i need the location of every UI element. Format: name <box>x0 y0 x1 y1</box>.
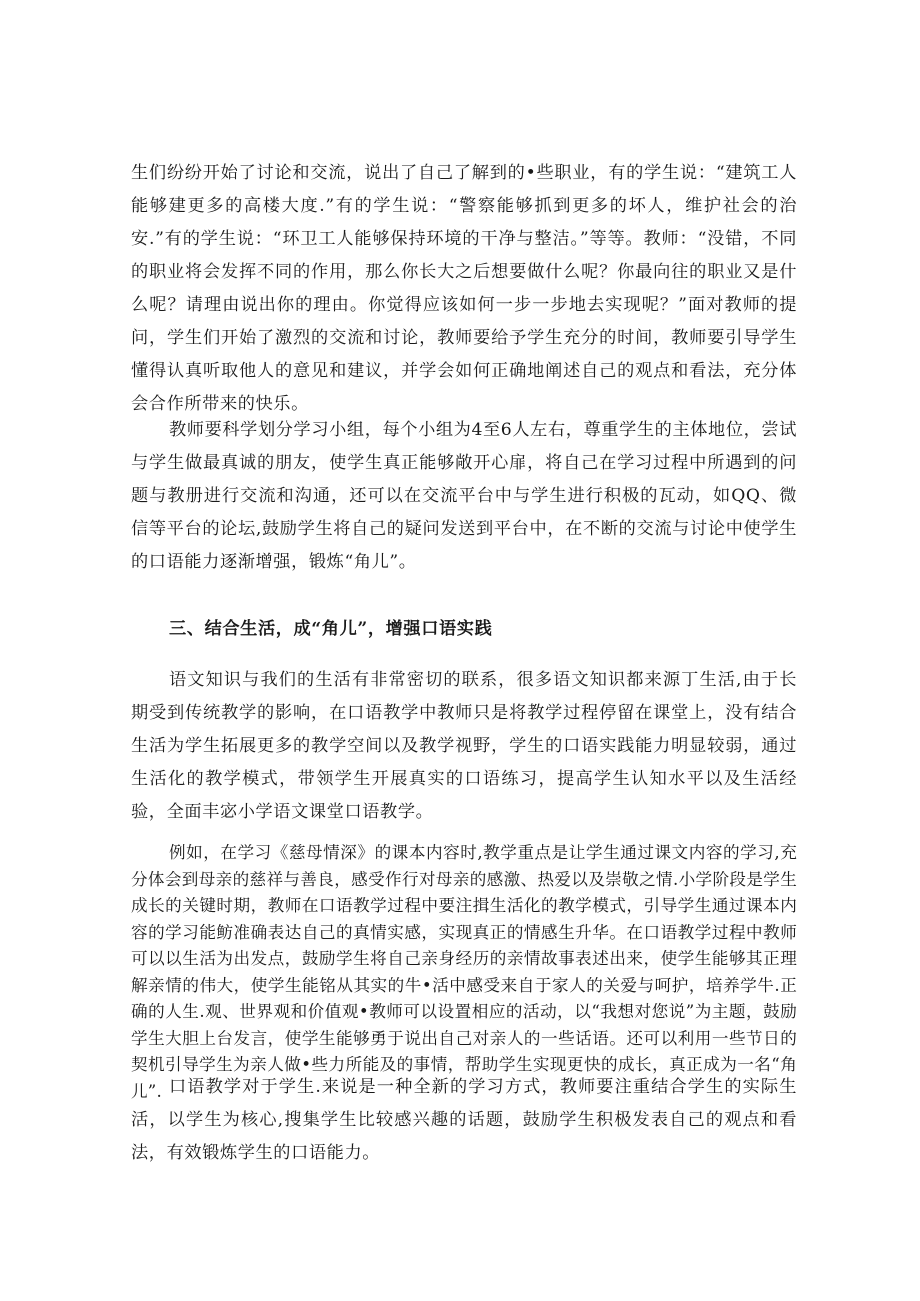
paragraph-example-lesson: 例如，在学习《慈母情深》的课本内容时,教学重点是让学生通过课文内容的学习,充分体会到母亲的慈祥与善良，感受作行对母亲的感激、热爱以及崇敬之情.小学阶段是学生成长的关键时期，教师在口语教学过程中要注揖生活化的教学模式，引导学生通过课本内容的学习能鲂准确表达自己的真情实感，实现真正的情感生升华。在口语教学过程中教师可以以生活为出发点，鼓励学生将自己亲身经历的亲情故事表述出来，使学生能够其正理解亲情的伟大，使学生能铭从其实的牛•活中感受来自于家人的关爱与呵护，培养学牛.正确的人生.观、世界观和价值观•教师可以设置相应的活动，以“我想对您说”为主题，鼓励学生大胆上台发言，使学生能够勇于说出自己对亲人的一些话语。还可以利用一些节日的契机引导学生为亲人做•些力所能及的事情，帮助学生实现更快的成长，真正成为一名“角儿”. <box>131 843 797 1101</box>
paragraph-career-discussion: 生们纷纷开始了讨论和交流，说出了自己了解到的•些职业，有的学生说：“建筑工人能够建更多的高楼大度.”有的学生说：“警察能够抓到更多的坏人，维护社会的治安.”有的学生说：“环卫工人能够保持环境的干净与整洁。”等等。教师：“没错，不同的职业将会发挥不同的作用，那么你长大之后想要做什么呢？你最向往的职业又是什么呢？请理由说出你的理由。你觉得应该如何一步一步地去实现呢？”面对教师的提问，学生们开始了激烈的交流和讨论，教师要给予学生充分的时间，教师要引导学生懂得认真听取他人的意见和建议，并学会如何正确地阐述自己的观点和看法，充分体会合作所带来的快乐。 <box>131 163 797 414</box>
section-heading: 三、结合生活，成“角儿”，增强口语实践 <box>169 619 493 639</box>
paragraph-study-groups: 教师要科学划分学习小组，每个小组为4至6人左右，尊重学生的主体地位，尝试与学生做最真诚的朋友，使学生真正能够敞开心扉，将自己在学习过程中所遇到的问题与教册进行交流和沟通，还可以在交流平台中与学生进行积极的瓦动，如QQ、微信等平台的论坛,鼓励学生将自己的疑问发送到平台中，在不断的交流与讨论中使学生的口语能力逐渐增强，锻炼“角儿”。 <box>131 420 797 572</box>
paragraph-life-connection: 语文知识与我们的生活有非常密切的联系，很多语文知识都来源丁生活,由于长期受到传统教学的影响，在口语教学中教师只是将教学过程停留在课堂上，没有结合生活为学生拓展更多的教学空间以及教学视野，学生的口语实践能力明显较弱，通过生活化的教学模式，带领学生开展真实的口语练习，提高学生认知水平以及生活经验，全面丰宓小学语文课堂口语教学。 <box>131 670 797 822</box>
paragraph-conclusion: 口语教学对于学生.来说是一种全新的学习方式，教师要注重结合学生的实际生活，以学生为核心,搜集学生比较感兴趣的话题，鼓励学生积极发表自己的观点和看法，有效锻炼学生的口语能力。 <box>131 1077 797 1163</box>
